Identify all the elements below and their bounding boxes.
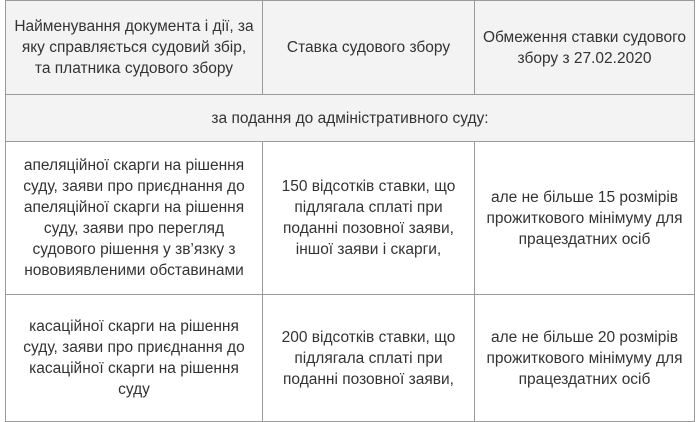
row-limit: але не більше 15 розмірів прожиткового мінімуму для працездатних осіб [475, 142, 695, 295]
header-rate: Ставка судового збору [263, 1, 475, 95]
row-limit: але не більше 20 розмірів прожиткового мінімуму для працездатних осіб [475, 295, 695, 422]
table-row [6, 142, 695, 295]
row-rate: 150 відсотків ставки, що підлягала сплаті при поданні позовної заяви, іншої заяви і скарги, [263, 142, 475, 295]
header-document: Найменування документа і дії, за яку справляється судовий збір, та платника судового збору [6, 1, 263, 95]
table-row [6, 295, 695, 422]
section-title: за подання до адміністративного суду: [6, 95, 695, 142]
row-document: апеляційної скарги на рішення суду, заяви про приєднання до апеляційної скарги на рішення суду, заяви про перегляд судового рішення у зв’язку з нововиявленими обставинами [6, 142, 263, 295]
header-row [6, 1, 695, 95]
row-rate: 200 відсотків ставки, що підлягала сплаті при поданні позовної заяви, [263, 295, 475, 422]
header-limit: Обмеження ставки судового збору з 27.02.2020 [475, 1, 695, 95]
row-document: касаційної скарги на рішення суду, заяви про приєднання до касаційної скарги на рішення суду [6, 295, 263, 422]
section-row [6, 95, 695, 142]
court-fee-table [5, 0, 695, 422]
